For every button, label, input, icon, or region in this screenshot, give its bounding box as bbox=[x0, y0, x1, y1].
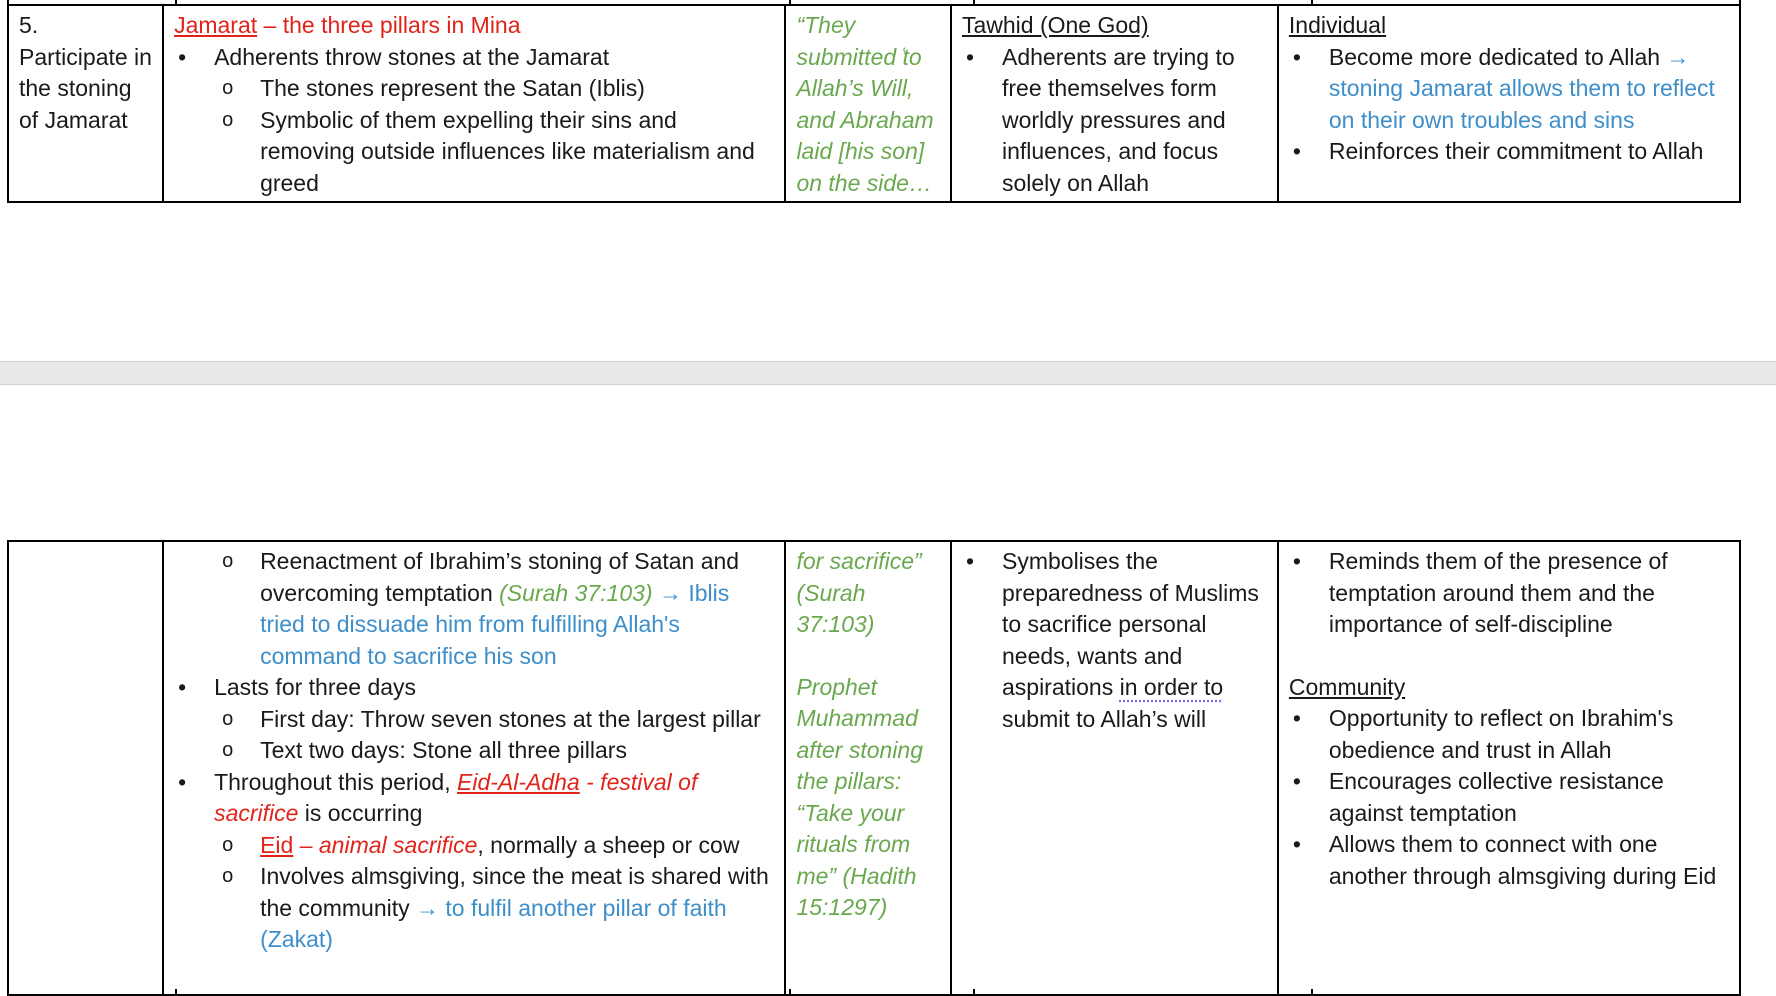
list-item: • Encourages collective resistance against temptation bbox=[1289, 766, 1729, 829]
list-item: • Throughout this period, Eid-Al-Adha - festival of sacrifice is occurring bbox=[174, 767, 774, 830]
step-label: 5. Participate in the stoning of Jamarat bbox=[19, 12, 152, 133]
page-break bbox=[0, 361, 1776, 385]
scripture-quote-end: for sacrifice” (Surah 37:103) bbox=[796, 548, 922, 637]
spellcheck-underline: in order to bbox=[1119, 674, 1224, 700]
significance-heading: Individual bbox=[1288, 12, 1387, 38]
quote-cell bbox=[785, 5, 951, 202]
arrow-right-icon: → bbox=[1666, 43, 1690, 70]
list-item: • Adherents are trying to free themselves form worldly pressures and influences, and focus solely on Allah bbox=[962, 42, 1267, 200]
hadith-quote: Prophet Muhammad after stoning the pillars: “Take your rituals from me” (Hadith 15:1297) bbox=[796, 673, 924, 920]
list-item: o First day: Throw seven stones at the largest pillar bbox=[174, 704, 774, 736]
scripture-quote: “They submitted ͑to Allah’s Will, and Abraham laid [his son] on the side… bbox=[796, 12, 934, 196]
significance-cell bbox=[1278, 541, 1740, 995]
belief-heading: Tawhid (One God) bbox=[961, 12, 1149, 38]
list-item: o Text two days: Stone all three pillars bbox=[174, 735, 774, 767]
practice-cell bbox=[163, 541, 785, 995]
list-item: o Reenactment of Ibrahim’s stoning of Satan and overcoming temptation (Surah 37:103) → Iblis tried to dissuade him from fulfilling Allah's command to sacrifice his son bbox=[174, 546, 774, 672]
list-item: • Lasts for three days bbox=[174, 672, 774, 704]
hajj-table-bottom bbox=[7, 540, 1741, 996]
list-item: • Opportunity to reflect on Ibrahim's obedience and trust in Allah bbox=[1289, 703, 1729, 766]
belief-cell bbox=[951, 5, 1278, 202]
list-item: • Adherents throw stones at the Jamarat bbox=[174, 42, 774, 74]
list-item: • Become more dedicated to Allah → stoning Jamarat allows them to reflect on their own troubles and sins bbox=[1289, 42, 1729, 137]
step-cell bbox=[8, 5, 163, 202]
list-item: • Reminds them of the presence of temptation around them and the importance of self-discipline bbox=[1289, 546, 1729, 641]
hajj-table-top bbox=[7, 4, 1741, 203]
step-cell bbox=[8, 541, 163, 995]
belief-cell bbox=[951, 541, 1278, 995]
table-row bbox=[8, 541, 1740, 995]
list-item: • Reinforces their commitment to Allah bbox=[1289, 136, 1729, 168]
document-page-bottom bbox=[0, 385, 1776, 996]
list-item: o Involves almsgiving, since the meat is shared with the community → to fulfil another pillar of faith (Zakat) bbox=[174, 861, 774, 956]
table-row bbox=[8, 5, 1740, 202]
list-item: o Eid – animal sacrifice, normally a sheep or cow bbox=[174, 830, 774, 862]
practice-cell bbox=[163, 5, 785, 202]
significance-cell bbox=[1278, 5, 1740, 202]
list-item: • Allows them to connect with one another through almsgiving during Eid bbox=[1289, 829, 1729, 892]
list-item: o Symbolic of them expelling their sins and removing outside influences like materialism and greed bbox=[174, 105, 774, 200]
next-row-edge bbox=[7, 989, 1741, 996]
quote-cell bbox=[785, 541, 951, 995]
list-item: o The stones represent the Satan (Iblis) bbox=[174, 73, 774, 105]
significance-heading: Community bbox=[1288, 673, 1406, 700]
list-item: • Symbolises the preparedness of Muslims to sacrifice personal needs, wants and aspirations in order to submit to Allah’s will bbox=[962, 546, 1267, 735]
document-page-top bbox=[0, 0, 1776, 361]
arrow-right-icon: → bbox=[652, 579, 689, 606]
arrow-right-icon: → bbox=[416, 894, 440, 921]
practice-heading: Jamarat – the three pillars in Mina bbox=[174, 12, 521, 38]
